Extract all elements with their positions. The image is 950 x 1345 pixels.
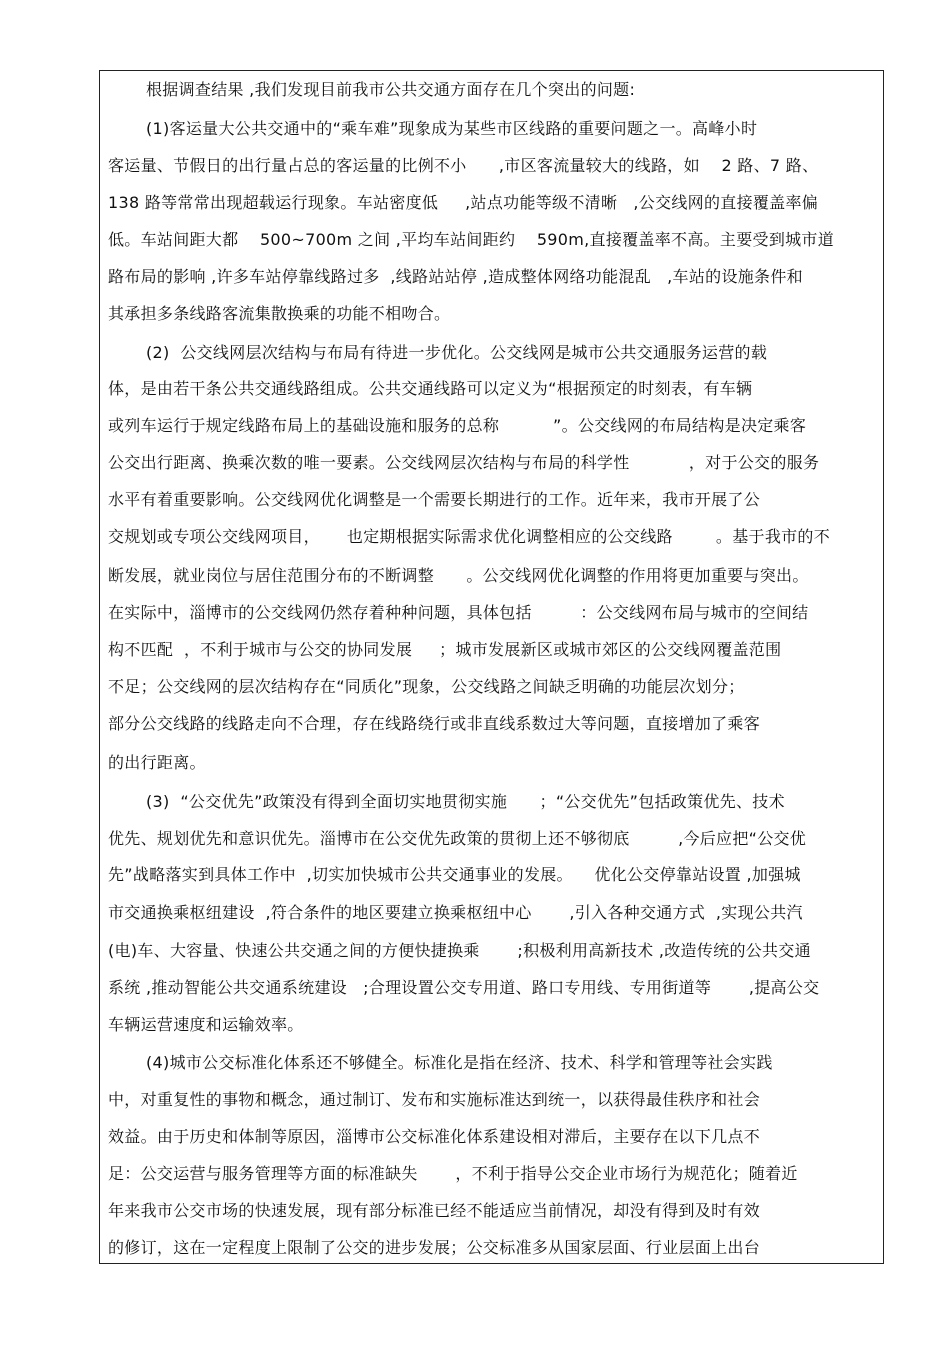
text-line: 体，是由若干条公共交通线路组成。公共交通线路可以定义为“根据预定的时刻表，有车辆 xyxy=(108,379,753,398)
text-line: (电)车、大容量、快速公共交通之间的方便快捷换乘 ;积极利用高新技术 ,改造传统的公共交通 xyxy=(108,941,811,960)
text-line: 足：公交运营与服务管理等方面的标准缺失 ，不利于指导公交企业市场行为规范化；随着近 xyxy=(108,1164,798,1183)
text-line: (4)城市公交标准化体系还不够健全。标准化是指在经济、技术、科学和管理等社会实践 xyxy=(146,1053,773,1072)
text-line: 公交出行距离、换乘次数的唯一要素。公交线网层次结构与布局的科学性 ，对于公交的服务 xyxy=(108,453,820,472)
text-line: 水平有着重要影响。公交线网优化调整是一个需要长期进行的工作。近年来，我市开展了公 xyxy=(108,490,761,509)
text-line: 的出行距离。 xyxy=(108,753,206,772)
text-line: 路布局的影响 ,许多车站停靠线路过多 ,线路站站停 ,造成整体网络功能混乱 ,车站的设施条件和 xyxy=(108,267,803,286)
text-line: 优先、规划优先和意识优先。淄博市在公交优先政策的贯彻上还不够彻底 ,今后应把“公交优 xyxy=(108,829,807,848)
text-line: 138 路等常常出现超载运行现象。车站密度低 ,站点功能等级不清晰 ,公交线网的直接覆盖率偏 xyxy=(108,193,819,212)
text-line: 或列车运行于规定线路布局上的基础设施和服务的总称 ”。公交线网的布局结构是决定乘客 xyxy=(108,416,807,435)
text-line: 交规划或专项公交线网项目， 也定期根据实际需求优化调整相应的公交线路 。基于我市的不 xyxy=(108,527,831,546)
text-line: 的修订，这在一定程度上限制了公交的进步发展；公交标准多从国家层面、行业层面上出台 xyxy=(108,1238,761,1257)
text-line: 市交通换乘枢纽建设 ,符合条件的地区要建立换乘枢纽中心 ,引入各种交通方式 ,实现公共汽 xyxy=(108,903,803,922)
text-line: (1)客运量大公共交通中的“乘车难”现象成为某些市区线路的重要问题之一。高峰小时 xyxy=(146,119,758,138)
text-line: (3) “公交优先”政策没有得到全面切实地贯彻实施 ；“公交优先”包括政策优先、技术 xyxy=(146,792,785,811)
text-line: 在实际中，淄博市的公交线网仍然存着种种问题，具体包括 ：公交线网布局与城市的空间结 xyxy=(108,603,809,622)
text-line: 低。车站间距大都 500~700m 之间 ,平均车站间距约 590m,直接覆盖率不高。主要受到城市道 xyxy=(108,230,835,249)
text-line: 中，对重复性的事物和概念，通过制订、发布和实施标准达到统一，以获得最佳秩序和社会 xyxy=(108,1090,761,1109)
text-line: 效益。由于历史和体制等原因，淄博市公交标准化体系建设相对滞后，主要存在以下几点不 xyxy=(108,1127,761,1146)
text-line: 根据调查结果 ,我们发现目前我市公共交通方面存在几个突出的问题: xyxy=(146,80,636,99)
text-line: 车辆运营速度和运输效率。 xyxy=(108,1015,304,1034)
text-line: 断发展，就业岗位与居住范围分布的不断调整 。公交线网优化调整的作用将更加重要与突出。 xyxy=(108,566,809,585)
text-line: (2) 公交线网层次结构与布局有待进一步优化。公交线网是城市公共交通服务运营的载 xyxy=(146,343,768,362)
text-line: 其承担多条线路客流集散换乘的功能不相吻合。 xyxy=(108,304,451,323)
text-line: 构不匹配 ，不利于城市与公交的协同发展 ；城市发展新区或城市郊区的公交线网覆盖范围 xyxy=(108,640,782,659)
text-line: 客运量、节假日的出行量占总的客运量的比例不小 ,市区客流量较大的线路，如 2 路、7 路、 xyxy=(108,156,819,175)
text-line: 系统 ,推动智能公共交通系统建设 ;合理设置公交专用道、路口专用线、专用街道等 ,提高公交 xyxy=(108,978,820,997)
text-line: 不足；公交线网的层次结构存在“同质化”现象，公交线路之间缺乏明确的功能层次划分； xyxy=(108,677,745,696)
text-line: 年来我市公交市场的快速发展，现有部分标准已经不能适应当前情况，却没有得到及时有效 xyxy=(108,1201,761,1220)
text-line: 先”战略落实到具体工作中 ,切实加快城市公共交通事业的发展。 优化公交停靠站设置 ,加强城 xyxy=(108,865,801,884)
text-line: 部分公交线路的线路走向不合理，存在线路绕行或非直线系数过大等问题，直接增加了乘客 xyxy=(108,714,761,733)
